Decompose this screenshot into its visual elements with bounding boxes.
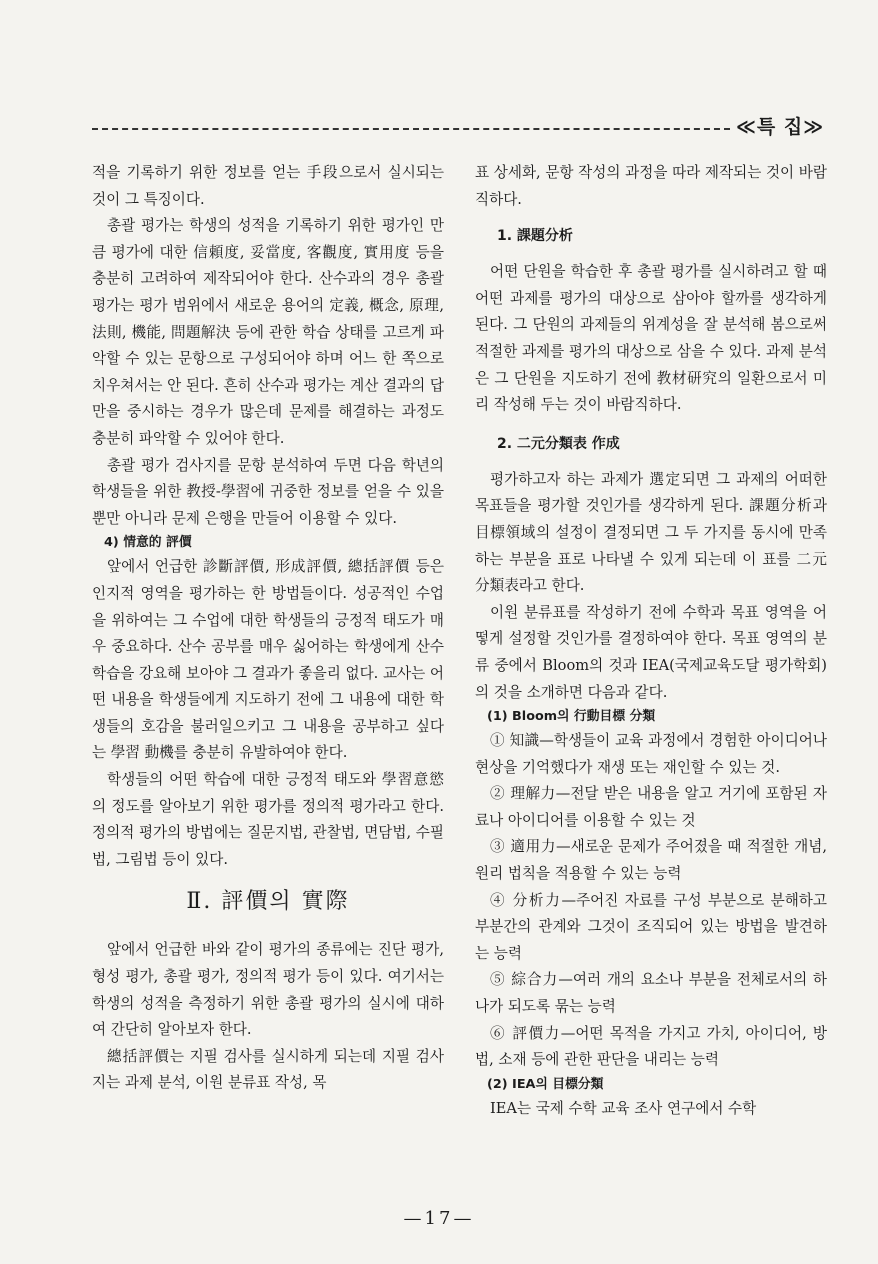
section-header-label: ≪특 집≫ <box>736 116 825 138</box>
left-paragraph-5: 학생들의 어떤 학습에 대한 긍정적 태도와 學習意慾의 정도를 알아보기 위한 평가를 정의적 평가라고 한다. 정의적 평가의 방법에는 질문지법, 관찰법, 면담법, 수필법, 그림법 등이 있다. <box>92 771 444 868</box>
bloom-item: ③ 適用力—새로운 문제가 주어졌을 때 적절한 개념, 원리 법칙을 적용할 수 있는 능력 <box>475 838 827 883</box>
left-column <box>92 160 444 1097</box>
bloom-item: ② 理解力—전달 받은 내용을 알고 거기에 포함된 자료나 아이디어를 이용할 수 있는 것 <box>475 785 827 829</box>
left-paragraph-4: 앞에서 언급한 診斷評價, 形成評價, 總括評價 등은 인지적 영역을 평가하는 한 방법들이다. 성공적인 수업을 위하여는 그 수업에 대한 학생들의 긍정적 태도가 매우 중요하다. 산수 공부를 매우 싫어하는 학생에게 산수 학습을 강요해 보아야 그 결과가 좋을리 없다. 교사는 어떤 내용을 학생들에게 지도하기 전에 그 내용에 대한 학생들의 호감을 불러일으키고 그 내용을 공부하고 싶다는 學習 動機를 충분히 유발하여야 한다. <box>92 558 444 762</box>
subheading-iea: (2) IEA의 目標分類 <box>487 1076 604 1092</box>
left-paragraph-3: 총괄 평가 검사지를 문항 분석하여 두면 다음 학년의 학생들을 위한 教授-學習에 귀중한 정보를 얻을 수 있을 뿐만 아니라 문제 은행을 만들어 이용할 수 있다. <box>92 456 444 527</box>
page-number: —17— <box>403 1208 475 1229</box>
heading-two-way-table: 2. 二元分類表 作成 <box>497 435 620 452</box>
bloom-item: ④ 分析力—주어진 자료를 구성 부분으로 분해하고 부분간의 관계와 그것이 조직되어 있는 방법을 발견하는 능력 <box>475 891 827 962</box>
subheading-bloom: (1) Bloom의 行動目標 分類 <box>487 709 656 725</box>
subheading-affective-evaluation: 4) 情意的 評價 <box>104 535 192 551</box>
right-paragraph-5: IEA는 국제 수학 교육 조사 연구에서 수학 <box>490 1099 757 1117</box>
left-paragraph-7: 總括評價는 지필 검사를 실시하게 되는데 지필 검사지는 과제 분석, 이원 분류표 작성, 목 <box>92 1047 444 1092</box>
header-dashed-rule <box>92 128 730 130</box>
right-paragraph-4: 이원 분류표를 작성하기 전에 수학과 목표 영역을 어떻게 설정할 것인가를 결정하여야 한다. 목표 영역의 분류 중에서 Bloom의 것과 IEA(국제교육도달 평가학회)의 것을 소개하면 다음과 같다. <box>475 603 827 701</box>
left-paragraph-2: 총괄 평가는 학생의 성적을 기록하기 위한 평가인 만큼 평가에 대한 信頼度, 妥當度, 客觀度, 實用度 등을 충분히 고려하여 제작되어야 한다. 산수과의 경우 총괄 평가는 평가 범위에서 새로운 용어의 定義, 概念, 原理, 法則, 機能, 問題解決 등에 관한 학습 상태를 고르게 파악할 수 있는 문항으로 구성되어야 하며 어느 한 쪽으로 치우쳐서는 안 된다. 흔히 산수과 평가는 계산 결과의 답만을 중시하는 경우가 많은데 문제를 해결하는 과정도 충분히 파악할 수 있어야 한다. <box>92 217 444 447</box>
right-paragraph-2: 어떤 단원을 학습한 후 총괄 평가를 실시하려고 할 때 어떤 과제를 평가의 대상으로 삼아야 할까를 생각하게 된다. 그 단원의 과제들의 위계성을 잘 분석해 봄으로써 적절한 과제를 평가의 대상으로 삼을 수 있다. 과제 분석은 그 단원을 지도하기 전에 教材研究의 일환으로서 미리 작성해 두는 것이 바람직하다. <box>475 263 827 414</box>
left-paragraph-1: 적을 기록하기 위한 정보를 얻는 手段으로서 실시되는 것이 그 특징이다. <box>92 164 444 208</box>
right-paragraph-1: 표 상세화, 문항 작성의 과정을 따라 제작되는 것이 바람직하다. <box>475 164 827 208</box>
bloom-item: ⑥ 評價力—어떤 목적을 가지고 가치, 아이디어, 방법, 소재 등에 관한 판단을 내리는 능력 <box>475 1024 827 1069</box>
bloom-item: ① 知識—학생들이 교육 과정에서 경험한 아이디어나 현상을 기억했다가 재생 또는 재인할 수 있는 것. <box>475 732 827 776</box>
right-paragraph-3: 평가하고자 하는 과제가 選定되면 그 과제의 어떠한 목표들을 평가할 것인가를 생각하게 된다. 課題分析과 目標領域의 설정이 결정되면 그 두 가지를 동시에 만족하는 부분을 표로 나타낼 수 있게 되는데 이 표를 二元分類表라고 한다. <box>475 470 827 595</box>
section-title: Ⅱ. 評價의 實際 <box>186 889 350 915</box>
right-column <box>475 160 827 1122</box>
heading-task-analysis: 1. 課題分析 <box>497 228 573 245</box>
bloom-item: ⑤ 綜合力—여러 개의 요소나 부분을 전체로서의 하나가 되도록 묶는 능력 <box>475 971 827 1016</box>
left-paragraph-6: 앞에서 언급한 바와 같이 평가의 종류에는 진단 평가, 형성 평가, 총괄 평가, 정의적 평가 등이 있다. 여기서는 학생의 성적을 측정하기 위한 총괄 평가의 실시에 대하여 간단히 알아보자 한다. <box>92 941 444 1039</box>
